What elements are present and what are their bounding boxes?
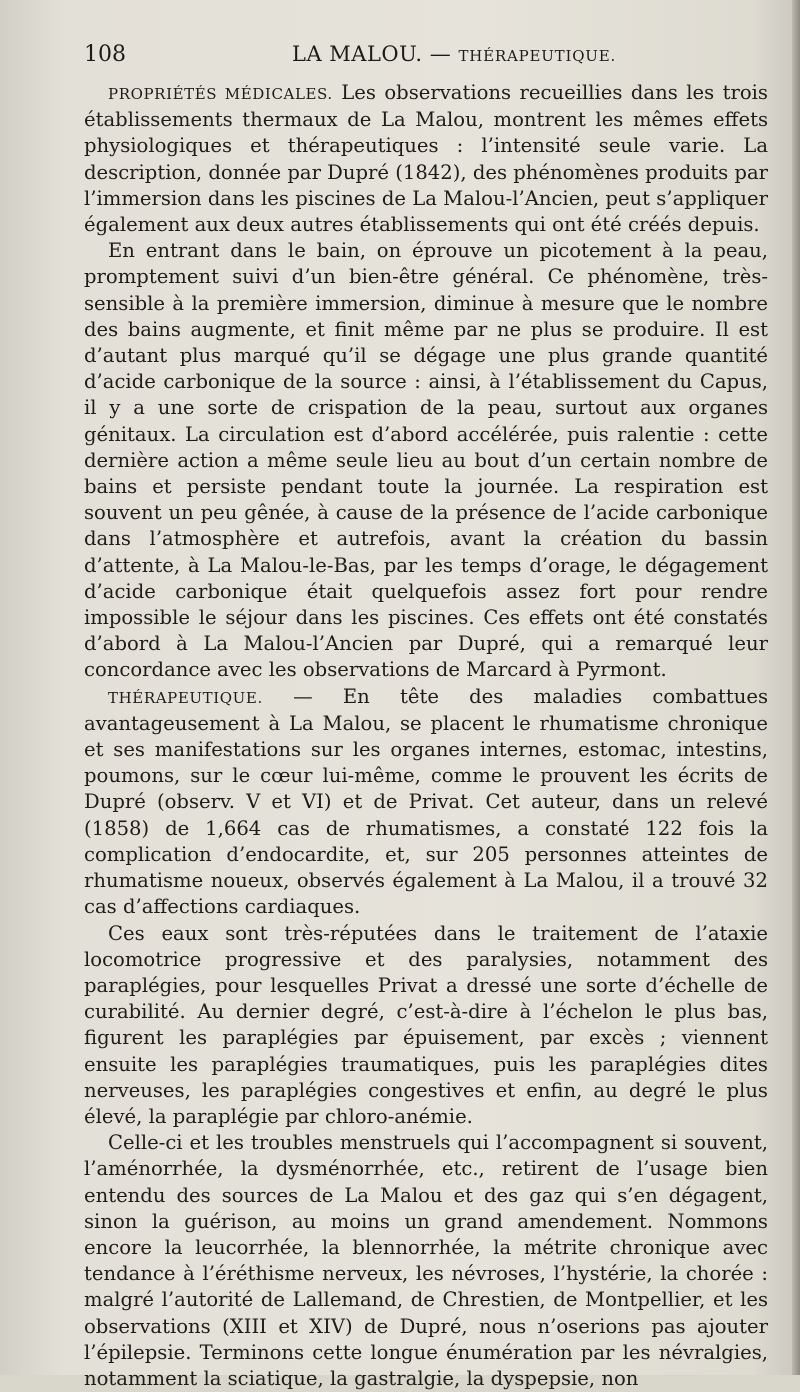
paragraph-text: En entrant dans le bain, on éprouve un picotement à la peau, promptement suivi d’un bien-être général. Ce phénomène, très-sensible à la première immersion, diminue à mesure que le nombre des bains augmente, et finit même par ne plus se produire. Il est d’autant plus marqué qu’il se dégage une plus grande quantité d’acide carbonique de la source : ainsi, à l’établissement du Capus, il y a une sorte de crispation de la peau, surtout aux organes génitaux. La circulation est d’abord accélérée, puis ralentie : cette dernière action a même seule lieu au bout d’un certain nombre de bains et persiste pendant toute la journée. La respiration est souvent un peu gênée, à cause de la présence de l’acide carbonique dans l’atmosphère et autrefois, avant la création du bassin d’attente, à La Malou-le-Bas, par les temps d’orage, le dégagement d’acide carbonique était quelquefois assez fort pour rendre impossible le séjour dans les piscines. Ces effets ont été constatés d’abord à La Malou-l’Ancien par Dupré, qui a remarqué leur concordance avec les observations de Marcard à Pyrmont. [84,239,768,682]
paragraph-troubles [84,1130,768,1392]
chapter-subtitle: THÉRAPEUTIQUE. [458,47,617,65]
section-heading-proprietes: PROPRIÉTÉS MÉDICALES. [108,85,333,103]
page-number: 108 [84,42,126,67]
paragraph-ataxie [84,921,768,1131]
title-dash: — [429,42,452,66]
paragraph-proprietes [84,80,768,238]
section-heading-therapeutique: THÉRAPEUTIQUE. [108,688,263,707]
running-header [84,40,768,72]
paragraph-therapeutique [84,684,768,921]
paragraph-text: Les observations recueillies dans les trois établissements thermaux de La Malou, montrent les mêmes effets physiologiques et thérapeutiques : l’intensité seule varie. La description, donnée par Dupré (1842), des phénomènes produits par l’immersion dans les piscines de La Malou-l’Ancien, peut s’appliquer également aux deux autres établissements qui ont été créés depuis. [84,81,768,237]
body-text [84,80,768,1392]
book-title: LA MALOU. [292,42,423,66]
paragraph-text: Celle-ci et les troubles menstruels qui l’accompagnent si souvent, l’aménorrhée, la dysménorrhée, etc., retirent de l’usage bien entendu des sources de La Malou et des gaz qui s’en dégagent, sinon la guérison, au moins un grand amendement. Nommons encore la leucorrhée, la blennorrhée, la métrite chronique avec tendance à l’éréthisme nerveux, les névroses, l’hystérie, la chorée : malgré l’autorité de Lallemand, de Chrestien, de Montpellier, et les observations (XIII et XIV) de Dupré, nous n’oserions pas ajouter l’épilepsie. Terminons cette longue énumération par les névralgies, notamment la sciatique, la gastralgie, la dyspepsie, non [84,1131,768,1390]
paragraph-bain [84,238,768,683]
page-edge-shadow [792,0,800,1375]
running-title [292,42,616,66]
paragraph-text: — En tête des maladies combattues avantageusement à La Malou, se placent le rhumatisme chronique et ses manifestations sur les organes internes, estomac, intestins, poumons, sur le cœur lui-même, comme le prouvent les écrits de Dupré (observ. V et VI) et de Privat. Cet auteur, dans un relevé (1858) de 1,664 cas de rhumatismes, a constaté 122 fois la complication d’endocardite, et, sur 205 personnes atteintes de rhumatisme noueux, observés également à La Malou, il a trouvé 32 cas d’affections cardiaques. [84,684,768,919]
paragraph-text: Ces eaux sont très-réputées dans le traitement de l’ataxie locomotrice progressive et des paralysies, notamment des paraplégies, pour lesquelles Privat a dressé une sorte d’échelle de curabilité. Au dernier degré, c’est-à-dire à l’échelon le plus bas, figurent les paraplégies par épuisement, par excès ; viennent ensuite les paraplégies traumatiques, puis les paraplégies dites nerveuses, les paraplégies congestives et enfin, au degré le plus élevé, la paraplégie par chloro-anémie. [84,921,768,1128]
